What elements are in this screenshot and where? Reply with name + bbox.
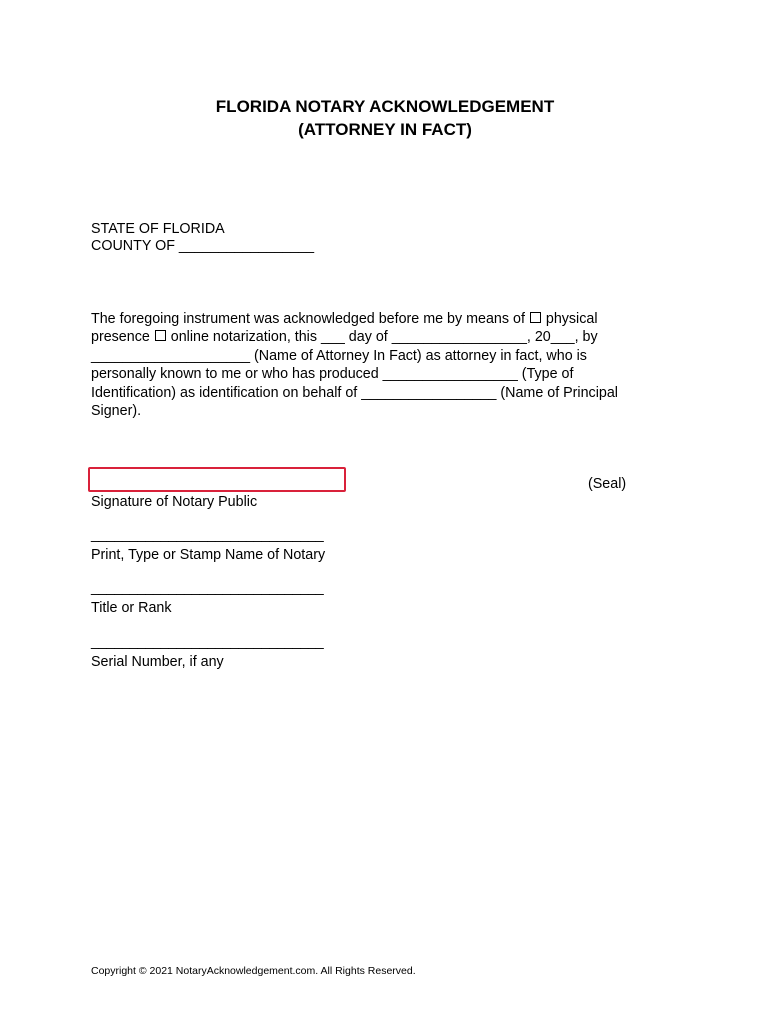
acknowledgement-paragraph <box>91 310 651 420</box>
paragraph-line-1: The foregoing instrument was acknowledged before me by means of physical <box>91 311 598 327</box>
state-line: STATE OF FLORIDA <box>91 221 225 237</box>
paragraph-line-5: Identification) as identification on behalf of _________________ (Name of Principal <box>91 384 618 401</box>
copyright-footer: Copyright © 2021 NotaryAcknowledgement.com. All Rights Reserved. <box>91 965 416 977</box>
paragraph-line-6: Signer). <box>91 403 142 420</box>
document-subtitle: (ATTORNEY IN FACT) <box>298 120 472 139</box>
paragraph-line-4: personally known to me or who has produced _________________ (Type of <box>91 366 574 383</box>
paragraph-line-3: ____________________ (Name of Attorney In Fact) as attorney in fact, who is <box>91 347 587 364</box>
online-notarization-checkbox[interactable] <box>155 330 166 341</box>
print-name-line: ______________________________ <box>91 527 324 543</box>
document-title: FLORIDA NOTARY ACKNOWLEDGEMENT <box>215 97 555 116</box>
seal-label: (Seal) <box>588 476 627 492</box>
paragraph-line-2: presence online notarization, this ___ day of _________________, 20___, by <box>91 329 598 346</box>
serial-number-label: Serial Number, if any <box>91 654 224 670</box>
print-name-label: Print, Type or Stamp Name of Notary <box>91 547 326 563</box>
title-rank-label: Title or Rank <box>91 600 172 616</box>
serial-number-line: ______________________________ <box>91 634 324 650</box>
physical-presence-checkbox[interactable] <box>530 312 541 323</box>
notary-signature-field[interactable] <box>88 467 346 492</box>
title-rank-line: ______________________________ <box>91 580 324 596</box>
signature-label: Signature of Notary Public <box>91 494 258 510</box>
county-line: COUNTY OF _________________ <box>91 238 315 254</box>
